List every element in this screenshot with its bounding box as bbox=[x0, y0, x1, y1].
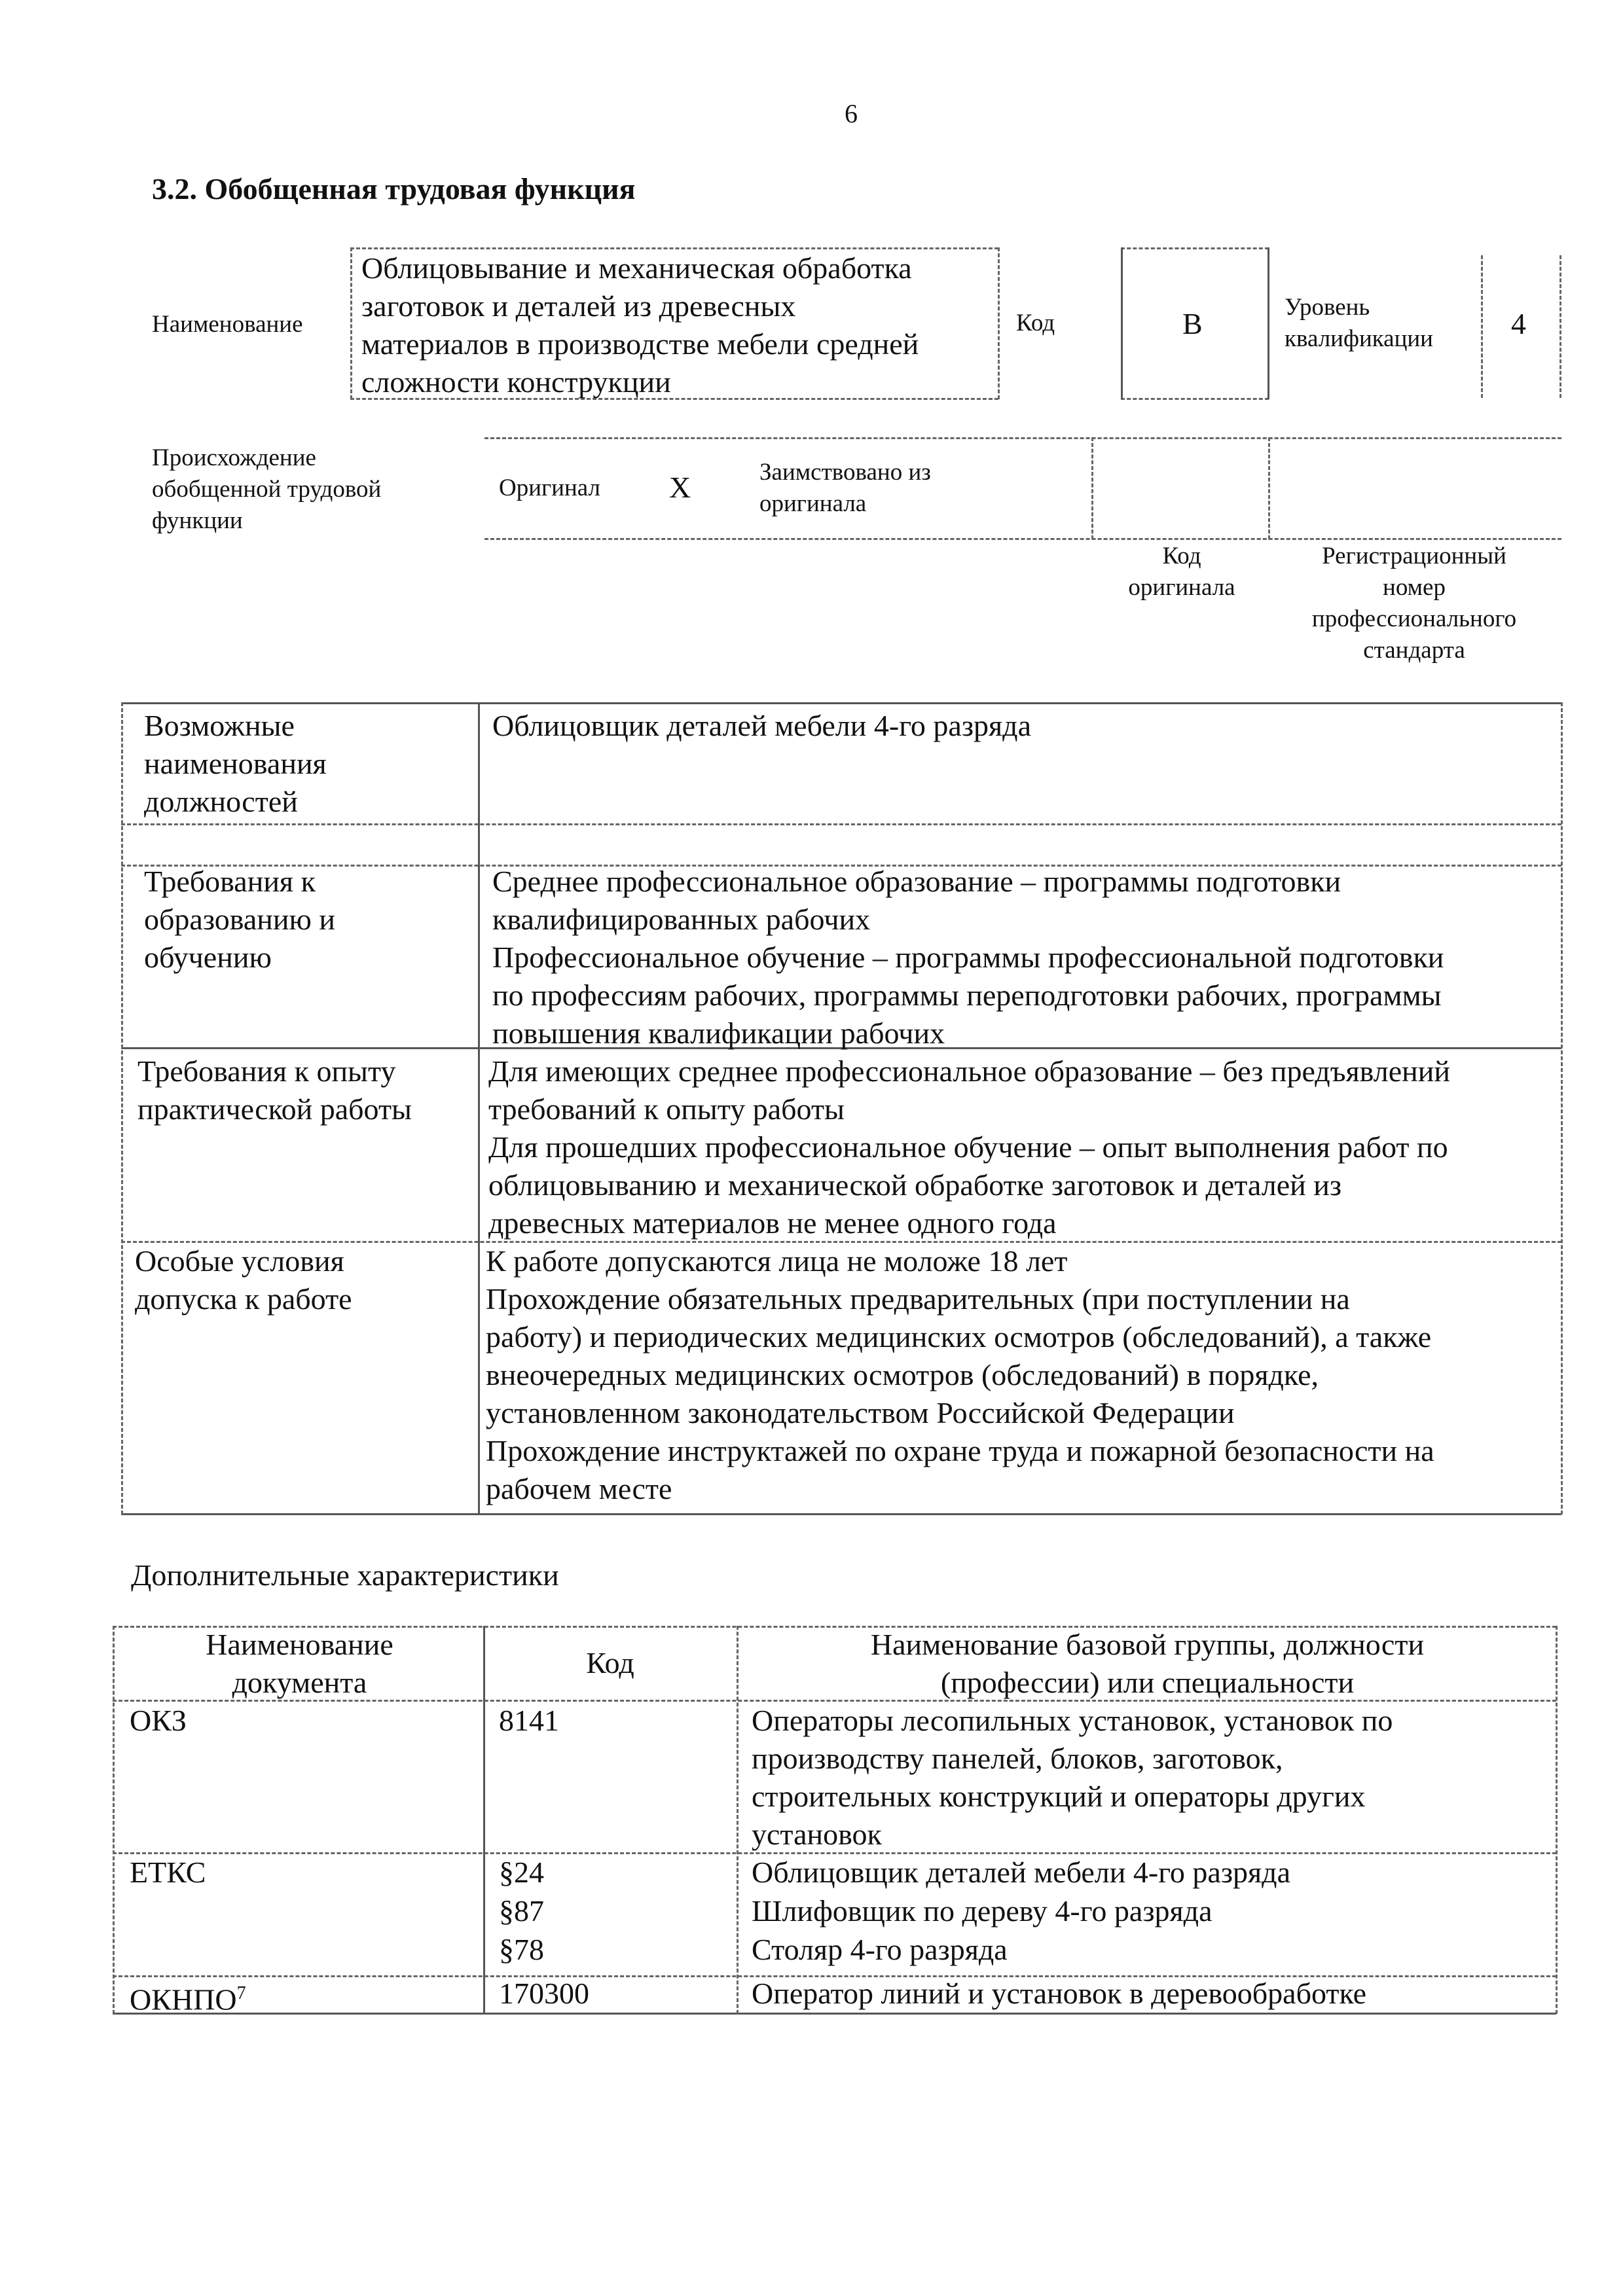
additional-heading: Дополнительные характеристики bbox=[131, 1558, 559, 1592]
req-label-line: должностей bbox=[144, 785, 298, 818]
origin-box-bottom bbox=[484, 538, 1561, 540]
name-box-right bbox=[998, 247, 1000, 399]
add-row-name bbox=[752, 1702, 1393, 1854]
add-row-name-line: Облицовщик деталей мебели 4-го разряда bbox=[752, 1856, 1290, 1889]
add-header-group-line: Наименование базовой группы, должности bbox=[870, 1628, 1425, 1661]
code-value: B bbox=[1182, 307, 1203, 340]
level-label bbox=[1285, 292, 1433, 355]
add-row-doc-text: ОКНПО bbox=[130, 1982, 237, 2017]
add-header-doc-line: Наименование bbox=[206, 1628, 393, 1661]
add-row-name bbox=[752, 1975, 1366, 2013]
section-heading: 3.2. Обобщенная трудовая функция bbox=[152, 172, 636, 206]
req-value-line: по профессиям рабочих, программы переподготовки рабочих, программы bbox=[492, 978, 1442, 1012]
gtf-name-line: заготовок и деталей из древесных bbox=[361, 289, 796, 323]
req-table-top bbox=[121, 702, 1561, 704]
page-number: 6 bbox=[845, 99, 858, 128]
origin-divider-1 bbox=[1091, 437, 1093, 539]
origin-divider-2 bbox=[1268, 437, 1270, 539]
req-value-line: облицовыванию и механической обработке заготовок и деталей из bbox=[488, 1168, 1342, 1202]
req-row-label bbox=[135, 1242, 352, 1318]
add-row-doc bbox=[130, 1975, 246, 2018]
req-row-value bbox=[488, 1052, 1450, 1242]
level-label-line: квалификации bbox=[1285, 325, 1433, 352]
req-value-line: К работе допускаются лица не моложе 18 лет bbox=[486, 1244, 1068, 1278]
original-label: Оригинал bbox=[499, 475, 601, 501]
add-header-group bbox=[740, 1626, 1555, 1702]
req-value-line: Прохождение инструктажей по охране труда и пожарной безопасности на bbox=[486, 1434, 1434, 1467]
req-row-label bbox=[137, 1052, 412, 1128]
req-label-line: образованию и bbox=[144, 903, 335, 936]
reg-number-line: профессионального bbox=[1311, 605, 1517, 632]
add-row-name-line: Оператор линий и установок в деревообработке bbox=[752, 1977, 1367, 2010]
name-box-left bbox=[350, 247, 352, 399]
req-row-value bbox=[486, 1242, 1434, 1508]
req-value-line: рабочем месте bbox=[486, 1472, 672, 1505]
add-row-name-line: Шлифовщик по дереву 4-го разряда bbox=[752, 1894, 1213, 1928]
code-box-top bbox=[1121, 247, 1269, 249]
req-value-line: повышения квалификации рабочих bbox=[492, 1016, 945, 1050]
borrowed-label bbox=[759, 457, 931, 520]
code-box-left bbox=[1121, 247, 1123, 399]
origin-box-top bbox=[484, 437, 1561, 439]
req-table-divider bbox=[478, 702, 480, 1515]
code-box-right bbox=[1267, 247, 1269, 399]
reg-number-caption bbox=[1270, 541, 1558, 666]
req-table-left bbox=[121, 702, 123, 1515]
add-table-divider-2 bbox=[737, 1626, 739, 2014]
gtf-name-line: материалов в производстве мебели средней bbox=[361, 327, 919, 361]
add-table-bottom bbox=[113, 2013, 1556, 2015]
req-table-bottom bbox=[121, 1513, 1561, 1515]
req-label-line: наименования bbox=[144, 747, 327, 780]
add-row-doc: ОКЗ bbox=[130, 1704, 187, 1737]
req-value-line: Среднее профессиональное образование – программы подготовки bbox=[492, 865, 1341, 898]
level-value: 4 bbox=[1511, 307, 1526, 340]
req-value-line: древесных материалов не менее одного года bbox=[488, 1206, 1057, 1240]
req-table-right bbox=[1561, 702, 1563, 1515]
req-value-line: требований к опыту работы bbox=[488, 1092, 845, 1126]
gtf-name bbox=[361, 249, 919, 401]
req-row-label bbox=[144, 863, 335, 977]
reg-number-line: Регистрационный bbox=[1322, 543, 1506, 569]
code-original-line: Код bbox=[1162, 543, 1201, 569]
add-row-code: 170300 bbox=[499, 1977, 589, 2010]
add-row-name-line: Операторы лесопильных установок, установок по bbox=[752, 1704, 1393, 1737]
req-row-label bbox=[144, 707, 327, 821]
origin-label-line: функции bbox=[152, 507, 243, 534]
req-value-line: квалифицированных рабочих bbox=[492, 903, 871, 936]
original-mark: X bbox=[669, 471, 691, 504]
borrowed-label-line: оригинала bbox=[759, 490, 867, 517]
req-label-line: обучению bbox=[144, 941, 272, 974]
gtf-name-line: Облицовывание и механическая обработка bbox=[361, 251, 912, 285]
add-row-code: §87 bbox=[499, 1894, 544, 1928]
req-value-line: Облицовщик деталей мебели 4-го разряда bbox=[492, 709, 1031, 742]
code-original-line: оригинала bbox=[1128, 574, 1235, 601]
add-table-right bbox=[1556, 1626, 1558, 2014]
req-value-line: Для прошедших профессиональное обучение – опыт выполнения работ по bbox=[488, 1130, 1448, 1164]
origin-label bbox=[152, 442, 381, 537]
reg-number-line: стандарта bbox=[1363, 637, 1465, 664]
req-value-line: работу) и периодических медицинских осмотров (обследований), а также bbox=[486, 1320, 1432, 1354]
borrowed-label-line: Заимствовано из bbox=[759, 459, 931, 486]
add-row-name-line: установок bbox=[752, 1818, 882, 1851]
origin-label-line: Происхождение bbox=[152, 444, 316, 471]
code-original-caption bbox=[1113, 541, 1250, 603]
req-value-line: Профессиональное обучение – программы профессиональной подготовки bbox=[492, 941, 1444, 974]
req-value-line: внеочередных медицинских осмотров (обследований) в порядке, bbox=[486, 1358, 1319, 1391]
add-table-divider-1 bbox=[483, 1626, 485, 2014]
add-row-name bbox=[752, 1892, 1213, 1930]
code-label: Код bbox=[1016, 310, 1055, 336]
req-row1-bottom bbox=[121, 823, 1561, 825]
code-box-bottom bbox=[1121, 398, 1269, 400]
add-row-name-line: строительных конструкций и операторы других bbox=[752, 1780, 1366, 1813]
level-box-left bbox=[1481, 255, 1483, 398]
req-label-line: допуска к работе bbox=[135, 1282, 352, 1316]
req-label-line: Требования к опыту bbox=[137, 1054, 396, 1088]
gtf-name-line: сложности конструкции bbox=[361, 365, 671, 399]
level-label-line: Уровень bbox=[1285, 294, 1370, 321]
req-label-line: практической работы bbox=[137, 1092, 412, 1126]
add-table-left bbox=[113, 1626, 115, 2014]
add-row-code: 8141 bbox=[499, 1704, 559, 1737]
footnote-marker: 7 bbox=[236, 1983, 246, 2003]
req-row-value bbox=[492, 863, 1444, 1052]
req-row-value bbox=[492, 707, 1031, 745]
add-row-name-line: Столяр 4-го разряда bbox=[752, 1933, 1008, 1966]
add-row-name bbox=[752, 1854, 1290, 1892]
add-row-name-line: производству панелей, блоков, заготовок, bbox=[752, 1742, 1283, 1775]
req-value-line: Прохождение обязательных предварительных (при поступлении на bbox=[486, 1282, 1350, 1316]
origin-label-line: обобщенной трудовой bbox=[152, 476, 382, 503]
reg-number-line: номер bbox=[1383, 574, 1446, 601]
level-box-right bbox=[1559, 255, 1561, 398]
add-row-name bbox=[752, 1931, 1008, 1969]
req-label-line: Требования к bbox=[144, 865, 316, 898]
add-header-code: Код bbox=[586, 1646, 634, 1679]
req-label-line: Возможные bbox=[144, 709, 295, 742]
add-row-code: §78 bbox=[499, 1933, 544, 1966]
add-header-doc bbox=[118, 1626, 481, 1702]
req-value-line: Для имеющих среднее профессиональное образование – без предъявлений bbox=[488, 1054, 1450, 1088]
add-header-doc-line: документа bbox=[232, 1666, 367, 1699]
name-label: Наименование bbox=[152, 311, 303, 338]
add-header-group-line: (профессии) или специальности bbox=[940, 1666, 1355, 1699]
add-row-code: §24 bbox=[499, 1856, 544, 1889]
req-label-line: Особые условия bbox=[135, 1244, 344, 1278]
add-row-doc: ЕТКС bbox=[130, 1856, 206, 1889]
req-value-line: установленном законодательством Российской Федерации bbox=[486, 1396, 1235, 1429]
